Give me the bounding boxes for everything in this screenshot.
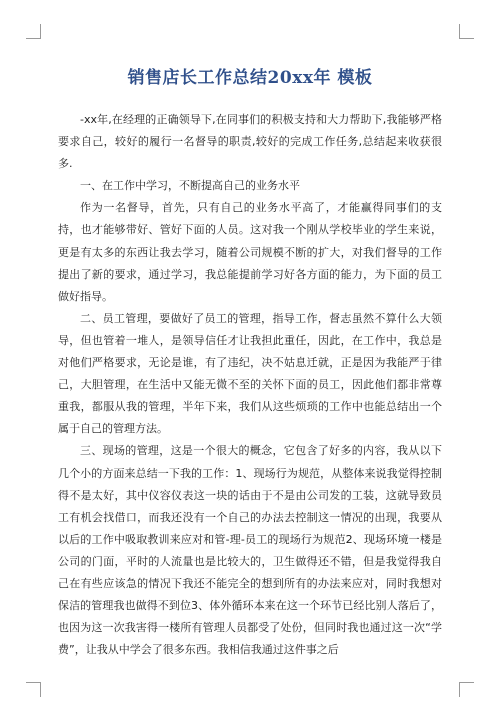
paragraph-section-3: 三、现场的管理，这是一个很大的概念，它包含了好多的内容，我从以下几个小的方面来总结一下我的工作：1、现场行为规范，从整体来说我觉得控制得不是太好，其中仪容仪表这一块的话由于不是由公司发的工装，这就导致员工有机会找借口，而我还没有一个自己的办法去控制这一情况的出现，我要从以后的工作中吸取教训来应对和管-理-员工的现场行为规范2、现场环境一楼是公司的门面，平时的人流量也是比较大的，卫生做得还不错，但是我觉得我自己在有些应该急的情况下我还不能完全的想到所有的办法来应对，同时我想对保洁的管理我也做得不到位3、体外循环本来在这一个环节已经比别人落后了，也因为这一次我害得一楼所有管理人员都受了处份，但同时我也通过这一次“学费”，让我从中学会了很多东西。我相信我通过这件事之后 [58,444,442,657]
page-corner-mark-top-left [26,24,41,39]
paragraph-intro: -xx年,在经理的正确领导下,在同事们的积极支持和大力帮助下,我能够严格要求自己，较好的履行一名督导的职责,较好的完成工作任务,总结起来收获很多. [58,113,442,171]
section-heading-1: 一、在工作中学习，不断提高自己的业务水平 [80,179,300,193]
page-corner-mark-bottom-right [459,682,474,697]
document-body [58,109,442,661]
page-corner-mark-top-right [459,24,474,39]
paragraph-section-1: 作为一名督导，首先，只有自己的业务水平高了，才能赢得同事们的支持，也才能够带好、管好下面的人员。这对我一个刚从学校毕业的学生来说，更是有太多的东西让我去学习，随着公司规模不断的扩大，对我们督导的工作提出了新的要求，通过学习，我总能提前学习好各方面的能力，为下面的员工做好指导。 [58,201,442,303]
page-corner-mark-bottom-left [26,682,41,697]
paragraph-section-2: 二、员工管理，要做好了员工的管理，指导工作，督志虽然不算什么大领导，但也管着一堆人，是领导信任才让我担此重任，因此，在工作中，我总是对他们严格要求，无论是谁，有了违纪，决不姑息迁就，正是因为我能严于律己，大胆管理，在生活中又能无微不至的关怀下面的员工，因此他们都非常尊重我，都服从我的管理，半年下来，我们从这些烦琐的工作中也能总结出一个属于自己的管理方法。 [58,311,442,436]
document-title: 销售店长工作总结20xx年 模板 [127,68,373,88]
